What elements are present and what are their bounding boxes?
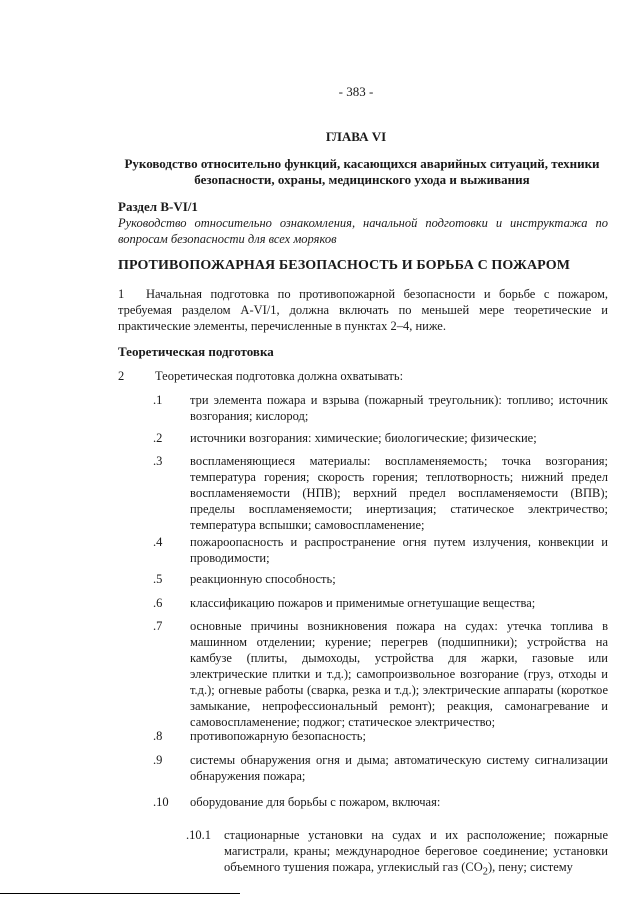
list-item xyxy=(118,534,608,566)
chapter-title: ГЛАВА VI xyxy=(325,129,387,144)
paragraph-1-number: 1 xyxy=(118,287,125,301)
co2-subscript: 2 xyxy=(482,866,488,878)
list-item xyxy=(118,430,608,446)
chapter-subtitle: Руководство относительно функций, касающихся аварийных ситуаций, техники безопасности, охраны, медицинского ухода и выживания xyxy=(124,156,600,187)
list-item-number: .10 xyxy=(153,795,169,809)
list-subitem-number: .10.1 xyxy=(186,828,211,842)
list-item-number: .2 xyxy=(153,431,163,445)
list-item xyxy=(118,392,608,424)
footer-rule xyxy=(0,893,240,894)
paragraph-1-text: Начальная подготовка по противопожарной безопасности и борьбе с пожаром, требуемая разделом A-VI/1, должна включать по меньшей мере теоретические и практические элементы, перечисленные в пунктах 2–4, ниже. xyxy=(118,287,608,333)
list-item-number: .9 xyxy=(153,753,163,767)
list-item xyxy=(118,728,608,744)
list-subitem-text xyxy=(224,827,608,881)
list-item-text: системы обнаружения огня и дыма; автоматическую систему сигнализации обнаружения пожара; xyxy=(190,753,608,783)
list-item xyxy=(118,618,608,730)
list-item xyxy=(118,595,608,611)
list-item-text: воспламеняющиеся материалы: воспламеняемость; точка возгорания; температура горения; скорость горения; теплотворность; нижний предел воспламеняемости (НПВ); верхний предел воспламеняемости (ВПВ); пределы воспламеняемости; инертизация; статическое электричество; температура вспышки; самовоспламенение; xyxy=(190,454,608,532)
list-item-text: источники возгорания: химические; биологические; физические; xyxy=(190,431,537,445)
paragraph-2-text: Теоретическая подготовка должна охватывать: xyxy=(155,369,404,383)
list-item-number: .1 xyxy=(153,393,163,407)
list-item-number: .6 xyxy=(153,596,163,610)
list-subitem-text-part: стационарные установки на судах и их расположение; пожарные магистрали, краны; международное береговое соединение; установки объемного тушения пожара, углекислый газ (CO xyxy=(224,828,608,874)
list-subitem xyxy=(118,827,608,881)
list-item-text: реакционную способность; xyxy=(190,572,336,586)
list-item-number: .4 xyxy=(153,535,163,549)
list-item-text: противопожарную безопасность; xyxy=(190,729,366,743)
list-item-text: основные причины возникновения пожара на судах: утечка топлива в машинном отделении; курение; перегрев (подшипники); устройства на камбузе (плиты, дымоходы, устройства для жарки, газовые или электрические плитки и т.д.); самопроизвольное возгорание (груз, отходы и т.д.); огневые работы (сварка, резка и т.д.); электрические аппараты (короткое замыкание, непрофессиональный ремонт); реакция, самонагревание и самовоспламенение; поджог; статическое электричество; xyxy=(190,619,608,729)
list-item-text: три элемента пожара и взрыва (пожарный треугольник): топливо; источник возгорания; кислород; xyxy=(190,393,608,423)
paragraph-2-number: 2 xyxy=(118,369,125,383)
list-item-number: .7 xyxy=(153,619,163,633)
list-item xyxy=(118,752,608,784)
list-item xyxy=(118,453,608,533)
list-item xyxy=(118,571,608,587)
list-item-number: .3 xyxy=(153,454,163,468)
section-description: Руководство относительно ознакомления, начальной подготовки и инструктажа по вопросам безопасности для всех моряков xyxy=(118,216,608,246)
list-item-number: .5 xyxy=(153,572,163,586)
list-item-text: оборудование для борьбы с пожаром, включая: xyxy=(190,795,441,809)
list-item-number: .8 xyxy=(153,729,163,743)
list-subitem-text-part: ), пену; систему xyxy=(487,860,573,874)
list-item-text: классификацию пожаров и применимые огнетушащие вещества; xyxy=(190,596,536,610)
section-label: Раздел B-VI/1 xyxy=(118,199,198,214)
subheading-theory: Теоретическая подготовка xyxy=(118,344,274,359)
page-number: - 383 - xyxy=(338,84,374,99)
list-item-text: пожароопасность и распространение огня путем излучения, конвекции и проводимости; xyxy=(190,535,608,565)
section-heading: ПРОТИВОПОЖАРНАЯ БЕЗОПАСНОСТЬ И БОРЬБА С ПОЖАРОМ xyxy=(118,258,571,273)
paragraph-1 xyxy=(118,286,608,334)
list-item xyxy=(118,794,608,810)
